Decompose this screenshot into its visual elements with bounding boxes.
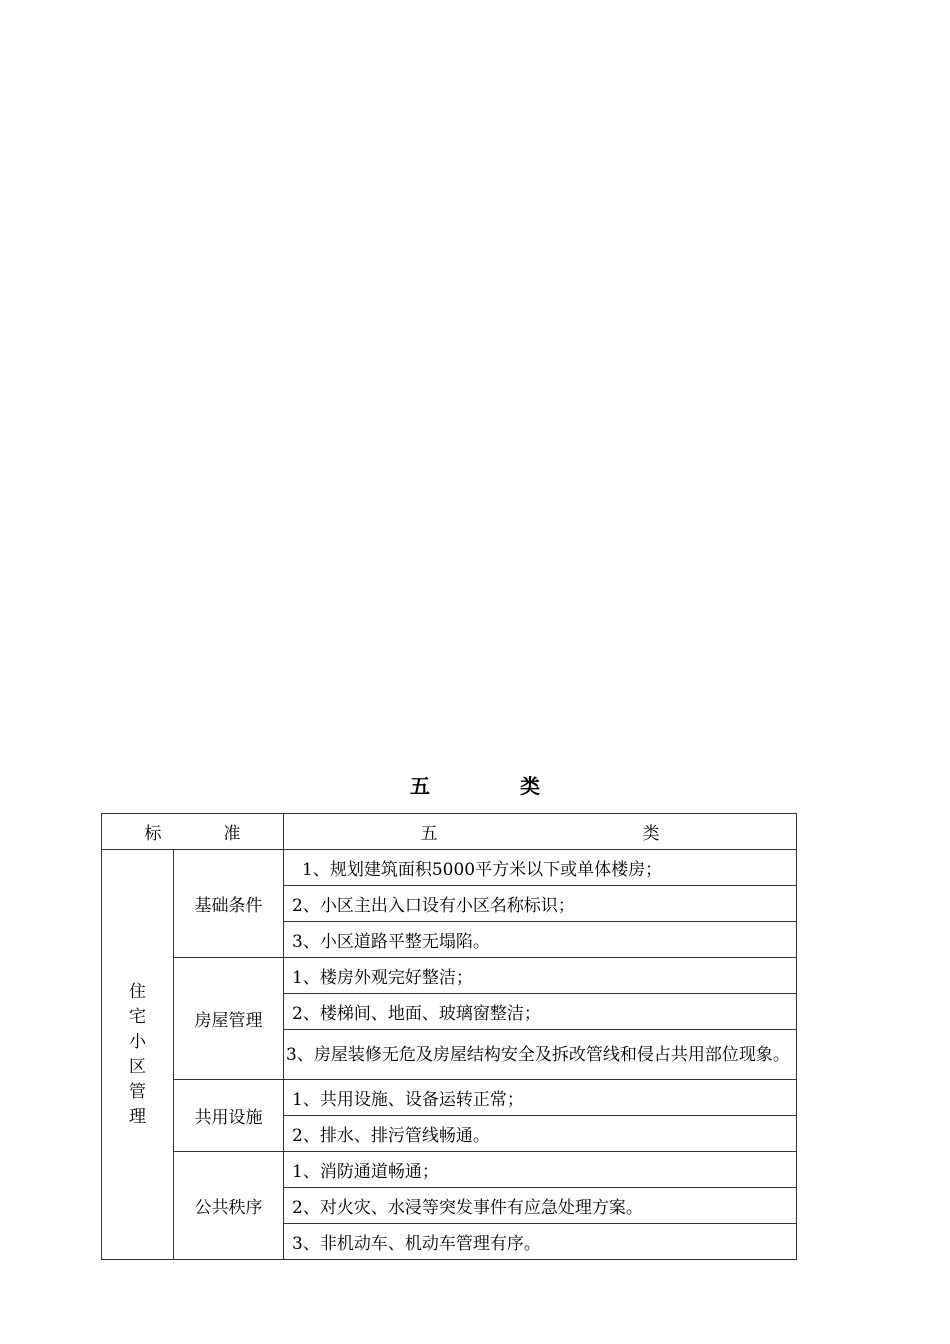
table-row: [102, 1080, 797, 1116]
category-basic: 基础条件: [174, 850, 284, 958]
header-class: 五 类: [284, 814, 797, 850]
table-row: [102, 1152, 797, 1188]
table-row: [102, 850, 797, 886]
standards-table: [101, 813, 797, 1260]
table-header-row: [102, 814, 797, 850]
list-item: 2、小区主出入口设有小区名称标识；: [284, 886, 797, 922]
category-facilities: 共用设施: [174, 1080, 284, 1152]
page-title: [0, 770, 950, 799]
category-order: 公共秩序: [174, 1152, 284, 1260]
list-item: 2、对火灾、水浸等突发事件有应急处理方案。: [284, 1188, 797, 1224]
list-item: 3、房屋装修无危及房屋结构安全及拆改管线和侵占共用部位现象。: [284, 1030, 797, 1080]
side-label: 住 宅 小 区 管 理: [102, 850, 174, 1260]
category-housing: 房屋管理: [174, 958, 284, 1080]
list-item: 1、楼房外观完好整洁；: [284, 958, 797, 994]
title-right: 类: [520, 774, 540, 798]
list-item: 2、楼梯间、地面、玻璃窗整洁；: [284, 994, 797, 1030]
header-standard: 标 准: [102, 814, 284, 850]
title-left: 五: [410, 774, 430, 798]
list-item: 1、规划建筑面积5000平方米以下或单体楼房；: [284, 850, 797, 886]
list-item: 2、排水、排污管线畅通。: [284, 1116, 797, 1152]
list-item: 3、小区道路平整无塌陷。: [284, 922, 797, 958]
table-row: [102, 958, 797, 994]
list-item: 1、共用设施、设备运转正常；: [284, 1080, 797, 1116]
list-item: 3、非机动车、机动车管理有序。: [284, 1224, 797, 1260]
list-item: 1、消防通道畅通；: [284, 1152, 797, 1188]
